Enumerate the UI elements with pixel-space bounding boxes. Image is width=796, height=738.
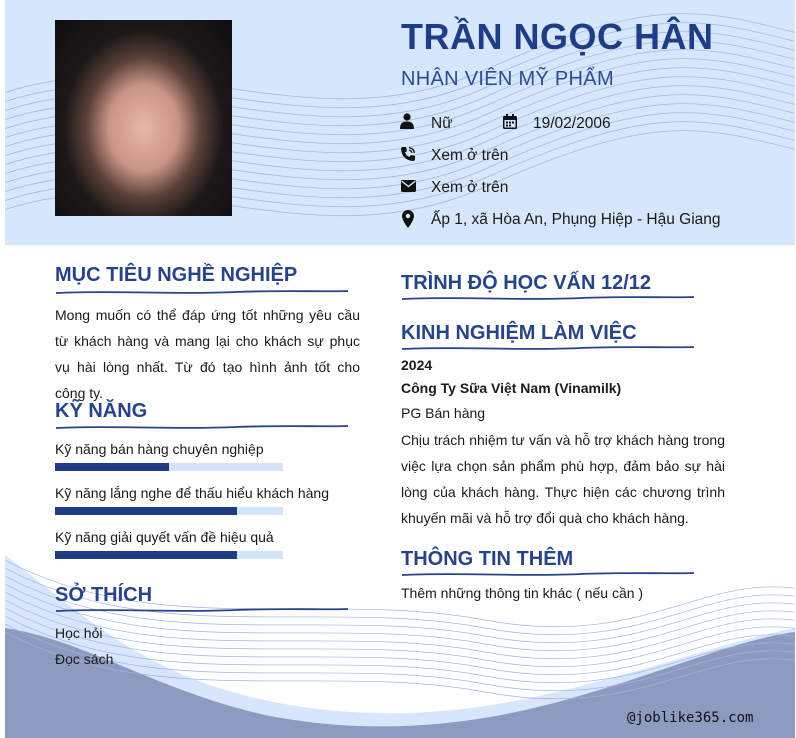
hobbies-title: SỞ THÍCH xyxy=(55,584,153,606)
experience-title: KINH NGHIỆM LÀM VIỆC xyxy=(401,322,637,344)
skill-bar-fill xyxy=(55,551,237,559)
calendar-icon xyxy=(503,114,517,129)
education-title: TRÌNH ĐỘ HỌC VẤN 12/12 xyxy=(401,272,652,294)
additional-text: Thêm những thông tin khác ( nếu cần ) xyxy=(401,585,644,601)
skill-label: Kỹ năng bán hàng chuyên nghiệp xyxy=(55,441,264,457)
phone-icon xyxy=(400,146,416,162)
experience-company: Công Ty Sữa Việt Nam (Vinamilk) xyxy=(401,380,622,396)
user-icon xyxy=(400,113,414,129)
experience-year: 2024 xyxy=(401,357,433,373)
additional-title: THÔNG TIN THÊM xyxy=(401,548,574,570)
hobby-item: Học hỏi xyxy=(55,625,103,641)
skill-bar-fill xyxy=(55,507,237,515)
experience-underline xyxy=(401,344,696,352)
experience-description: Chịu trách nhiệm tư vấn và hỗ trợ khách hàng trong việc lựa chọn sản phẩm phù hợp, đảm bảo sự hài lòng của khách hàng. Thực hiện các chương trình khuyến mãi và hỗ trợ đổi quà cho khách hàng. xyxy=(401,432,725,526)
map-pin-icon xyxy=(402,210,414,228)
candidate-name: TRẦN NGỌC HÂN xyxy=(401,16,714,57)
profile-photo xyxy=(55,20,232,216)
skills-title: KỸ NĂNG xyxy=(55,400,148,422)
resume-page xyxy=(5,0,795,738)
experience-role: PG Bán hàng xyxy=(401,405,486,421)
skill-bar xyxy=(55,463,283,471)
skill-bar xyxy=(55,551,283,559)
objective-text: Mong muốn có thể đáp ứng tốt những yêu cầu từ khách hàng và mang lại cho khách sự phục vụ hài lòng nhất. Từ đó tạo hình ảnh tốt cho công ty. xyxy=(55,307,360,401)
phone-value: Xem ở trên xyxy=(431,147,509,164)
education-underline xyxy=(401,294,696,302)
gender-value: Nữ xyxy=(431,115,453,132)
objective-underline xyxy=(55,288,350,296)
skill-bar xyxy=(55,507,283,515)
additional-underline xyxy=(401,570,696,578)
birthday-value: 19/02/2006 xyxy=(533,115,611,132)
position-title: NHÂN VIÊN MỸ PHẨM xyxy=(401,68,614,90)
envelope-icon xyxy=(401,180,416,192)
hobby-item: Đọc sách xyxy=(55,651,114,667)
watermark: @joblike365.com xyxy=(627,710,754,726)
email-value: Xem ở trên xyxy=(431,179,509,196)
objective-title: MỤC TIÊU NGHỀ NGHIỆP xyxy=(55,264,298,286)
skill-bar-fill xyxy=(55,463,169,471)
skills-underline xyxy=(55,423,350,431)
hobbies-underline xyxy=(55,606,350,614)
skill-label: Kỹ năng giải quyết vấn đề hiệu quả xyxy=(55,529,274,545)
skill-label: Kỹ năng lắng nghe để thấu hiểu khách hàng xyxy=(55,485,330,501)
address-value: Ấp 1, xã Hòa An, Phụng Hiệp - Hậu Giang xyxy=(431,211,721,228)
